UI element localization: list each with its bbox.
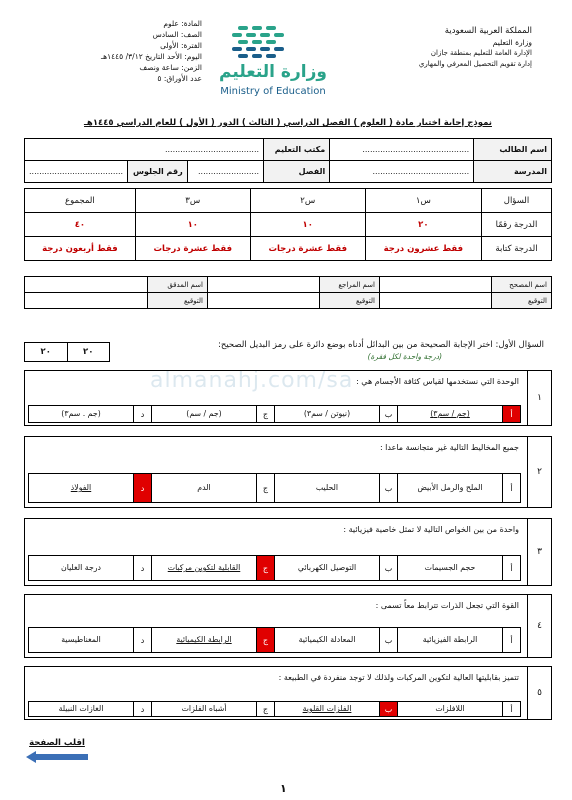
school-label: المدرسة — [474, 161, 552, 183]
option-value: (جم . سم٣) — [61, 409, 101, 418]
option-letter: د — [133, 474, 151, 502]
class-field[interactable]: ........................ — [187, 161, 263, 183]
option-b[interactable] — [274, 701, 398, 717]
option-letter: ب — [379, 474, 397, 502]
option-letter: ب — [379, 406, 397, 422]
grades-words-label: الدرجة كتابة — [482, 237, 552, 261]
corrector-signature-label: التوقيع — [492, 293, 552, 309]
school-field[interactable]: ...................................... — [330, 161, 474, 183]
option-a[interactable] — [397, 555, 521, 581]
option-c[interactable] — [151, 473, 275, 503]
option-value: الملح والرمل الأبيض — [417, 483, 483, 492]
question-text: تتميز بقابليتها العالية لتكوين المركبات ولذلك لا توجد منفردة في الطبيعة : — [278, 673, 519, 682]
option-c[interactable] — [151, 627, 275, 653]
question-text: جميع المخاليط التالية غير متجانسة ماعدا : — [379, 443, 519, 452]
grade-word-q2: فقط عشرة درجات — [250, 237, 365, 261]
grades-header-q3: س٣ — [135, 189, 250, 213]
q1-score-box — [24, 342, 110, 362]
options — [29, 627, 521, 653]
option-value: (جم / سم) — [186, 409, 222, 418]
option-d[interactable] — [28, 555, 152, 581]
option-letter: أ — [502, 628, 520, 652]
option-value: أشباه الفلزات — [181, 704, 227, 713]
grade-word-total: فقط أربعون درجة — [25, 237, 136, 261]
period-label: الفترة: الأولى — [160, 41, 202, 50]
question-text: واحدة من بين الخواص التالية لا تمثل خاصية فيزيائية : — [343, 525, 519, 534]
question-number: ٥ — [527, 667, 551, 719]
option-letter: ب — [379, 702, 397, 716]
option-d[interactable] — [28, 473, 152, 503]
options — [29, 555, 521, 581]
question-number: ٣ — [527, 519, 551, 585]
grades-header-q1: س١ — [365, 189, 481, 213]
exam-meta — [82, 18, 202, 84]
page-title — [28, 118, 548, 128]
option-d[interactable] — [28, 701, 152, 717]
option-a[interactable] — [397, 627, 521, 653]
option-c[interactable] — [151, 701, 275, 717]
ministry-label: وزارة التعليم — [492, 38, 532, 47]
option-value: درجة الغليان — [60, 563, 102, 572]
next-page-button[interactable] — [26, 738, 88, 764]
class-label: الفصل — [264, 161, 330, 183]
question-5 — [24, 666, 552, 720]
office-field[interactable]: ..................................... — [25, 139, 264, 161]
question-text: القوة التي تجعل الذرات تترابط معاً تسمى : — [375, 601, 519, 610]
option-b[interactable] — [274, 555, 398, 581]
option-letter: ب — [379, 628, 397, 652]
question-number: ٢ — [527, 437, 551, 507]
pages-label: عدد الأوراق: ٥ — [157, 74, 202, 83]
option-value: حجم الجسيمات — [424, 563, 476, 572]
option-b[interactable] — [274, 627, 398, 653]
department-label: إدارة تقويم التحصيل المعرفي والمهاري — [418, 60, 532, 68]
question-3 — [24, 518, 552, 586]
ministry-logo — [208, 22, 338, 102]
option-letter: ج — [256, 702, 274, 716]
grades-header-q2: س٢ — [250, 189, 365, 213]
option-value: التوصيل الكهربائي — [297, 563, 357, 572]
option-a[interactable] — [397, 473, 521, 503]
left-arrow-icon — [26, 751, 88, 763]
option-d[interactable] — [28, 405, 152, 423]
reviewer-label: اسم المراجع — [320, 277, 380, 293]
question-4 — [24, 594, 552, 658]
q1-score-total: ٢٠ — [40, 347, 51, 357]
auditor-label: اسم المدقق — [148, 277, 208, 293]
option-letter: د — [133, 556, 151, 580]
grades-header-total: المجموع — [25, 189, 136, 213]
option-value: الغازات النبيلة — [58, 704, 104, 713]
signatures-table — [24, 276, 552, 309]
q1-subheading: (درجة واحدة لكل فقرة) — [367, 352, 442, 361]
grade-digit-total: ٤٠ — [25, 213, 136, 237]
reviewer-field[interactable] — [208, 277, 320, 293]
question-1 — [24, 370, 552, 426]
reviewer-signature-label: التوقيع — [320, 293, 380, 309]
option-value: (نيوتن / سم٣) — [303, 409, 351, 418]
options — [29, 701, 521, 717]
option-value: الرابطة الكيميائية — [176, 635, 232, 644]
option-value: القابلية لتكوين مركبات — [167, 563, 241, 572]
logo-arabic-text: وزارة التعليم — [219, 62, 327, 82]
auditor-field[interactable] — [25, 277, 148, 293]
options — [29, 405, 521, 423]
auditor-signature-label: التوقيع — [148, 293, 208, 309]
option-d[interactable] — [28, 627, 152, 653]
option-letter: د — [133, 406, 151, 422]
option-value: المغناطيسية — [61, 635, 101, 644]
option-value: الفولاذ — [70, 483, 92, 492]
option-letter: ج — [256, 474, 274, 502]
option-letter: ج — [256, 556, 274, 580]
option-letter: أ — [502, 474, 520, 502]
question-number: ١ — [527, 371, 551, 425]
question-2 — [24, 436, 552, 508]
option-a[interactable] — [397, 405, 521, 423]
option-value: الدم — [197, 483, 211, 492]
office-label: مكتب التعليم — [264, 139, 330, 161]
time-label: الزمن: ساعة ونصف — [139, 63, 202, 72]
student-info-table — [24, 138, 552, 183]
option-letter: د — [133, 702, 151, 716]
option-b[interactable] — [274, 473, 398, 503]
q1-score: ٢٠ — [67, 343, 110, 361]
grade-word-q3: فقط عشرة درجات — [135, 237, 250, 261]
option-letter: أ — [502, 556, 520, 580]
option-value: اللافلزات — [435, 704, 465, 713]
seat-field[interactable]: ..................................... — [25, 161, 128, 183]
corrector-label: اسم المصحح — [492, 277, 552, 293]
date-label: اليوم: الأحد التاريخ ٣/١٢/ ١٤٤٥هـ — [100, 52, 202, 61]
q1-heading: السؤال الأول: اختر الإجابة الصحيحة من بين البدائل أدناه بوضع دائرة على رمز البديل الصحيح: — [217, 340, 544, 350]
title-text: نموذج إجابة اختبار مادة ( العلوم ) الفصل الدراسي ( الثالث ) الدور ( الأول ) للعام الدراسي ١٤٤٥هـ — [84, 118, 492, 128]
grades-table — [24, 188, 552, 261]
options — [29, 473, 521, 503]
reviewer-signature-field[interactable] — [208, 293, 320, 309]
next-page-label: اقلب الصفحة — [29, 738, 85, 748]
option-letter: ج — [256, 406, 274, 422]
grade-label: الصف: السادس — [152, 30, 202, 39]
option-letter: ب — [379, 556, 397, 580]
subject-label: المادة: علوم — [163, 19, 202, 28]
grade-word-q1: فقط عشرون درجة — [365, 237, 481, 261]
seat-label: رقم الجلوس — [128, 161, 188, 183]
option-b[interactable] — [274, 405, 398, 423]
grades-digits-label: الدرجة رقمًا — [482, 213, 552, 237]
corrector-field[interactable] — [380, 277, 492, 293]
page-number: ١ — [280, 782, 287, 795]
corrector-signature-field[interactable] — [380, 293, 492, 309]
directorate-label: الإدارة العامة للتعليم بمنطقة جازان — [430, 49, 532, 57]
grades-header-question: السؤال — [482, 189, 552, 213]
option-c[interactable] — [151, 555, 275, 581]
auditor-signature-field[interactable] — [25, 293, 148, 309]
question-text: الوحدة التي نستخدمها لقياس كثافة الأجسام هي : — [356, 377, 519, 386]
grade-digit-q2: ١٠ — [250, 213, 365, 237]
option-letter: ج — [256, 628, 274, 652]
logo-english-text: Ministry of Education — [220, 86, 326, 97]
option-letter: د — [133, 628, 151, 652]
student-name-label: اسم الطالب — [474, 139, 552, 161]
watermark: almanahj.com/sa — [150, 368, 354, 393]
student-name-field[interactable]: .......................................... — [330, 139, 474, 161]
grade-digit-q3: ١٠ — [135, 213, 250, 237]
option-letter: أ — [502, 702, 520, 716]
option-value: الفلزات القلوية — [302, 704, 352, 713]
kingdom-label: المملكة العربية السعودية — [444, 26, 532, 36]
ministry-header — [382, 26, 532, 70]
option-c[interactable] — [151, 405, 275, 423]
option-value: الحليب — [315, 483, 339, 492]
option-letter: أ — [502, 406, 520, 422]
grade-digit-q1: ٢٠ — [365, 213, 481, 237]
option-value: (جم / سم٣) — [430, 409, 470, 418]
option-value: المعادلة الكيميائية — [298, 635, 356, 644]
option-value: الرابطة الفيزيائية — [422, 635, 478, 644]
question-number: ٤ — [527, 595, 551, 657]
option-a[interactable] — [397, 701, 521, 717]
